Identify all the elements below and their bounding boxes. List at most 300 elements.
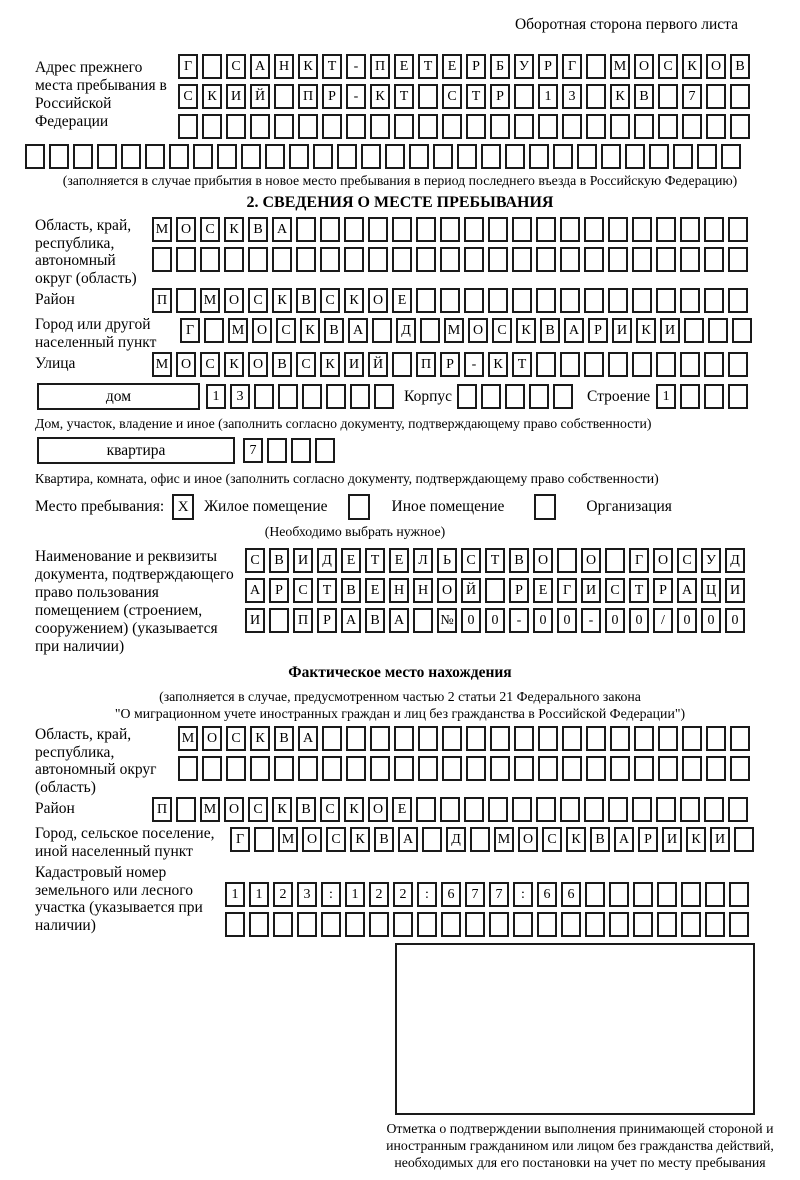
form-cell[interactable] — [254, 827, 274, 852]
form-cell[interactable]: Й — [461, 578, 481, 603]
form-cell[interactable]: 0 — [533, 608, 553, 633]
form-cell[interactable]: К — [370, 84, 390, 109]
form-cell[interactable] — [485, 578, 505, 603]
form-cell[interactable]: А — [348, 318, 368, 343]
form-cell[interactable] — [513, 912, 533, 937]
form-cell[interactable] — [584, 288, 604, 313]
form-cell[interactable]: О — [368, 288, 388, 313]
form-cell[interactable]: В — [509, 548, 529, 573]
form-cell[interactable] — [728, 247, 748, 272]
form-cell[interactable]: Г — [629, 548, 649, 573]
form-cell[interactable]: И — [245, 608, 265, 633]
form-cell[interactable] — [634, 726, 654, 751]
form-cell[interactable]: 6 — [561, 882, 581, 907]
form-cell[interactable]: В — [341, 578, 361, 603]
form-cell[interactable]: И — [344, 352, 364, 377]
form-cell[interactable]: С — [296, 352, 316, 377]
form-cell[interactable]: В — [269, 548, 289, 573]
form-cell[interactable] — [514, 726, 534, 751]
form-cell[interactable]: Е — [341, 548, 361, 573]
form-cell[interactable] — [680, 352, 700, 377]
form-cell[interactable] — [269, 608, 289, 633]
form-cell[interactable]: В — [296, 797, 316, 822]
form-cell[interactable]: 0 — [701, 608, 721, 633]
form-cell[interactable] — [176, 288, 196, 313]
form-cell[interactable] — [697, 144, 717, 169]
form-cell[interactable]: В — [365, 608, 385, 633]
form-cell[interactable] — [370, 114, 390, 139]
form-cell[interactable] — [562, 756, 582, 781]
form-cell[interactable] — [634, 114, 654, 139]
form-cell[interactable] — [632, 217, 652, 242]
form-cell[interactable] — [608, 217, 628, 242]
form-cell[interactable]: 2 — [393, 882, 413, 907]
form-cell[interactable] — [658, 84, 678, 109]
form-cell[interactable] — [673, 144, 693, 169]
form-cell[interactable] — [250, 756, 270, 781]
form-cell[interactable]: 1 — [225, 882, 245, 907]
form-cell[interactable] — [361, 144, 381, 169]
form-cell[interactable] — [656, 217, 676, 242]
form-cell[interactable] — [457, 144, 477, 169]
form-cell[interactable] — [368, 247, 388, 272]
form-cell[interactable]: 2 — [369, 882, 389, 907]
form-cell[interactable]: В — [634, 84, 654, 109]
form-cell[interactable]: А — [614, 827, 634, 852]
form-cell[interactable]: О — [368, 797, 388, 822]
form-cell[interactable] — [728, 384, 748, 409]
form-cell[interactable]: В — [248, 217, 268, 242]
form-cell[interactable]: О — [202, 726, 222, 751]
form-cell[interactable] — [584, 352, 604, 377]
form-cell[interactable] — [291, 438, 311, 463]
form-cell[interactable]: О — [653, 548, 673, 573]
form-cell[interactable] — [512, 797, 532, 822]
form-cell[interactable] — [418, 756, 438, 781]
form-cell[interactable]: К — [300, 318, 320, 343]
form-cell[interactable]: - — [346, 84, 366, 109]
form-cell[interactable]: 0 — [677, 608, 697, 633]
form-cell[interactable]: 6 — [537, 882, 557, 907]
form-cell[interactable] — [560, 247, 580, 272]
form-cell[interactable] — [372, 318, 392, 343]
form-cell[interactable] — [608, 247, 628, 272]
form-cell[interactable] — [634, 756, 654, 781]
form-cell[interactable] — [608, 352, 628, 377]
form-cell[interactable] — [320, 217, 340, 242]
form-cell[interactable] — [610, 726, 630, 751]
form-cell[interactable] — [681, 912, 701, 937]
form-cell[interactable] — [632, 797, 652, 822]
form-cell[interactable] — [298, 114, 318, 139]
form-cell[interactable]: М — [228, 318, 248, 343]
form-cell[interactable] — [178, 114, 198, 139]
form-cell[interactable] — [586, 756, 606, 781]
form-cell[interactable] — [226, 756, 246, 781]
form-cell[interactable]: К — [636, 318, 656, 343]
form-cell[interactable]: О — [252, 318, 272, 343]
form-cell[interactable] — [706, 756, 726, 781]
form-cell[interactable]: К — [350, 827, 370, 852]
checkbox-other-premises[interactable] — [348, 494, 370, 520]
form-cell[interactable] — [296, 247, 316, 272]
form-cell[interactable]: И — [660, 318, 680, 343]
form-cell[interactable]: П — [416, 352, 436, 377]
form-cell[interactable]: М — [444, 318, 464, 343]
form-cell[interactable] — [488, 797, 508, 822]
form-cell[interactable] — [538, 726, 558, 751]
form-cell[interactable] — [442, 756, 462, 781]
form-cell[interactable]: Р — [440, 352, 460, 377]
form-cell[interactable]: О — [437, 578, 457, 603]
form-cell[interactable]: 2 — [273, 882, 293, 907]
form-cell[interactable]: Е — [392, 797, 412, 822]
form-cell[interactable]: О — [518, 827, 538, 852]
form-cell[interactable] — [625, 144, 645, 169]
form-cell[interactable] — [322, 114, 342, 139]
form-cell[interactable] — [442, 114, 462, 139]
form-cell[interactable] — [512, 288, 532, 313]
form-cell[interactable] — [385, 144, 405, 169]
form-cell[interactable]: С — [226, 54, 246, 79]
form-cell[interactable]: И — [293, 548, 313, 573]
form-cell[interactable]: Д — [446, 827, 466, 852]
form-cell[interactable]: С — [461, 548, 481, 573]
form-cell[interactable]: 0 — [461, 608, 481, 633]
form-cell[interactable]: Е — [392, 288, 412, 313]
form-cell[interactable] — [254, 384, 274, 409]
form-cell[interactable] — [481, 384, 501, 409]
form-cell[interactable]: А — [272, 217, 292, 242]
form-cell[interactable]: : — [417, 882, 437, 907]
form-cell[interactable] — [557, 548, 577, 573]
form-cell[interactable] — [536, 288, 556, 313]
form-cell[interactable]: Н — [413, 578, 433, 603]
form-cell[interactable] — [585, 882, 605, 907]
form-cell[interactable] — [705, 882, 725, 907]
form-cell[interactable] — [274, 114, 294, 139]
form-cell[interactable] — [296, 217, 316, 242]
form-cell[interactable]: И — [710, 827, 730, 852]
form-cell[interactable]: К — [202, 84, 222, 109]
form-cell[interactable] — [169, 144, 189, 169]
form-cell[interactable]: - — [581, 608, 601, 633]
form-cell[interactable]: Р — [490, 84, 510, 109]
form-cell[interactable] — [337, 144, 357, 169]
form-cell[interactable]: Т — [485, 548, 505, 573]
form-cell[interactable] — [464, 797, 484, 822]
form-cell[interactable]: О — [533, 548, 553, 573]
form-cell[interactable]: С — [492, 318, 512, 343]
form-cell[interactable]: К — [516, 318, 536, 343]
form-cell[interactable] — [682, 114, 702, 139]
form-cell[interactable]: О — [581, 548, 601, 573]
form-cell[interactable] — [608, 288, 628, 313]
form-cell[interactable] — [562, 114, 582, 139]
form-cell[interactable]: П — [293, 608, 313, 633]
form-cell[interactable]: К — [344, 288, 364, 313]
form-cell[interactable] — [682, 726, 702, 751]
form-cell[interactable]: О — [302, 827, 322, 852]
form-cell[interactable] — [560, 217, 580, 242]
form-cell[interactable] — [368, 217, 388, 242]
form-cell[interactable]: К — [682, 54, 702, 79]
form-cell[interactable]: Й — [250, 84, 270, 109]
form-cell[interactable]: П — [298, 84, 318, 109]
form-cell[interactable]: К — [272, 797, 292, 822]
form-cell[interactable] — [346, 726, 366, 751]
form-cell[interactable]: 3 — [297, 882, 317, 907]
form-cell[interactable]: С — [226, 726, 246, 751]
form-cell[interactable] — [49, 144, 69, 169]
form-cell[interactable] — [553, 144, 573, 169]
form-cell[interactable] — [658, 756, 678, 781]
form-cell[interactable]: Р — [317, 608, 337, 633]
apartment-box[interactable]: квартира — [37, 437, 235, 464]
form-cell[interactable] — [682, 756, 702, 781]
form-cell[interactable]: М — [610, 54, 630, 79]
form-cell[interactable] — [512, 217, 532, 242]
form-cell[interactable]: О — [224, 797, 244, 822]
form-cell[interactable] — [562, 726, 582, 751]
form-cell[interactable]: О — [706, 54, 726, 79]
form-cell[interactable]: С — [200, 352, 220, 377]
form-cell[interactable]: Л — [413, 548, 433, 573]
form-cell[interactable] — [226, 114, 246, 139]
form-cell[interactable] — [416, 217, 436, 242]
form-cell[interactable]: А — [245, 578, 265, 603]
form-cell[interactable] — [413, 608, 433, 633]
form-cell[interactable] — [609, 882, 629, 907]
form-cell[interactable] — [553, 384, 573, 409]
form-cell[interactable] — [392, 247, 412, 272]
form-cell[interactable] — [706, 726, 726, 751]
form-cell[interactable]: В — [540, 318, 560, 343]
form-cell[interactable] — [538, 114, 558, 139]
form-cell[interactable] — [728, 288, 748, 313]
form-cell[interactable] — [409, 144, 429, 169]
house-box[interactable]: дом — [37, 383, 200, 410]
form-cell[interactable] — [704, 217, 724, 242]
form-cell[interactable] — [420, 318, 440, 343]
form-cell[interactable]: С — [326, 827, 346, 852]
form-cell[interactable] — [272, 247, 292, 272]
form-cell[interactable] — [684, 318, 704, 343]
form-cell[interactable]: И — [612, 318, 632, 343]
form-cell[interactable] — [505, 144, 525, 169]
form-cell[interactable]: С — [293, 578, 313, 603]
form-cell[interactable]: Т — [466, 84, 486, 109]
form-cell[interactable]: Т — [365, 548, 385, 573]
form-cell[interactable] — [490, 114, 510, 139]
form-cell[interactable] — [315, 438, 335, 463]
form-cell[interactable] — [433, 144, 453, 169]
form-cell[interactable]: М — [178, 726, 198, 751]
form-cell[interactable] — [537, 912, 557, 937]
form-cell[interactable]: М — [152, 217, 172, 242]
form-cell[interactable] — [536, 247, 556, 272]
form-cell[interactable] — [488, 217, 508, 242]
form-cell[interactable] — [529, 144, 549, 169]
form-cell[interactable] — [457, 384, 477, 409]
form-cell[interactable]: М — [200, 797, 220, 822]
form-cell[interactable] — [488, 288, 508, 313]
form-cell[interactable] — [657, 882, 677, 907]
form-cell[interactable] — [224, 247, 244, 272]
form-cell[interactable]: 1 — [249, 882, 269, 907]
form-cell[interactable] — [514, 756, 534, 781]
form-cell[interactable] — [278, 384, 298, 409]
form-cell[interactable] — [656, 247, 676, 272]
form-cell[interactable] — [465, 912, 485, 937]
form-cell[interactable] — [393, 912, 413, 937]
form-cell[interactable] — [514, 84, 534, 109]
form-cell[interactable]: А — [298, 726, 318, 751]
form-cell[interactable]: 0 — [605, 608, 625, 633]
form-cell[interactable]: С — [542, 827, 562, 852]
form-cell[interactable] — [632, 247, 652, 272]
form-cell[interactable]: С — [248, 797, 268, 822]
form-cell[interactable]: : — [321, 882, 341, 907]
form-cell[interactable]: 6 — [441, 882, 461, 907]
form-cell[interactable]: 3 — [230, 384, 250, 409]
checkbox-organization[interactable] — [534, 494, 556, 520]
form-cell[interactable] — [680, 288, 700, 313]
form-cell[interactable]: К — [344, 797, 364, 822]
form-cell[interactable] — [392, 352, 412, 377]
form-cell[interactable] — [248, 247, 268, 272]
form-cell[interactable] — [706, 84, 726, 109]
form-cell[interactable] — [345, 912, 365, 937]
form-cell[interactable] — [536, 217, 556, 242]
form-cell[interactable]: В — [590, 827, 610, 852]
form-cell[interactable] — [704, 384, 724, 409]
form-cell[interactable]: Г — [562, 54, 582, 79]
form-cell[interactable] — [346, 756, 366, 781]
form-cell[interactable] — [633, 882, 653, 907]
form-cell[interactable] — [512, 247, 532, 272]
form-cell[interactable] — [217, 144, 237, 169]
form-cell[interactable]: С — [276, 318, 296, 343]
form-cell[interactable] — [392, 217, 412, 242]
form-cell[interactable] — [658, 726, 678, 751]
form-cell[interactable]: И — [226, 84, 246, 109]
form-cell[interactable]: К — [298, 54, 318, 79]
form-cell[interactable]: А — [341, 608, 361, 633]
form-cell[interactable] — [732, 318, 752, 343]
form-cell[interactable]: И — [725, 578, 745, 603]
form-cell[interactable] — [464, 217, 484, 242]
form-cell[interactable] — [297, 912, 317, 937]
form-cell[interactable]: С — [320, 797, 340, 822]
form-cell[interactable]: Ь — [437, 548, 457, 573]
form-cell[interactable]: 1 — [656, 384, 676, 409]
form-cell[interactable] — [489, 912, 509, 937]
form-cell[interactable] — [202, 114, 222, 139]
form-cell[interactable] — [734, 827, 754, 852]
form-cell[interactable] — [152, 247, 172, 272]
form-cell[interactable] — [464, 288, 484, 313]
form-cell[interactable]: Р — [269, 578, 289, 603]
form-cell[interactable]: / — [653, 608, 673, 633]
form-cell[interactable]: 0 — [557, 608, 577, 633]
form-cell[interactable]: 7 — [465, 882, 485, 907]
form-cell[interactable] — [601, 144, 621, 169]
form-cell[interactable]: Г — [180, 318, 200, 343]
form-cell[interactable] — [374, 384, 394, 409]
form-cell[interactable]: П — [152, 797, 172, 822]
form-cell[interactable] — [561, 912, 581, 937]
form-cell[interactable] — [730, 114, 750, 139]
form-cell[interactable]: Р — [638, 827, 658, 852]
form-cell[interactable] — [730, 84, 750, 109]
form-cell[interactable]: 0 — [485, 608, 505, 633]
form-cell[interactable]: О — [468, 318, 488, 343]
form-cell[interactable] — [145, 144, 165, 169]
form-cell[interactable] — [610, 756, 630, 781]
form-cell[interactable]: С — [677, 548, 697, 573]
form-cell[interactable] — [322, 756, 342, 781]
form-cell[interactable] — [350, 384, 370, 409]
form-cell[interactable]: К — [686, 827, 706, 852]
form-cell[interactable]: - — [464, 352, 484, 377]
form-cell[interactable] — [416, 288, 436, 313]
form-cell[interactable] — [418, 114, 438, 139]
form-cell[interactable]: П — [370, 54, 390, 79]
form-cell[interactable]: С — [248, 288, 268, 313]
form-cell[interactable]: 7 — [489, 882, 509, 907]
form-cell[interactable] — [225, 912, 245, 937]
form-cell[interactable]: 0 — [629, 608, 649, 633]
form-cell[interactable] — [346, 114, 366, 139]
form-cell[interactable]: Е — [389, 548, 409, 573]
form-cell[interactable] — [344, 247, 364, 272]
form-cell[interactable] — [440, 288, 460, 313]
form-cell[interactable]: А — [398, 827, 418, 852]
form-cell[interactable]: И — [581, 578, 601, 603]
form-cell[interactable]: 1 — [206, 384, 226, 409]
form-cell[interactable] — [658, 114, 678, 139]
form-cell[interactable]: Т — [317, 578, 337, 603]
form-cell[interactable]: П — [152, 288, 172, 313]
form-cell[interactable] — [560, 797, 580, 822]
form-cell[interactable] — [204, 318, 224, 343]
form-cell[interactable] — [440, 797, 460, 822]
form-cell[interactable] — [704, 797, 724, 822]
form-cell[interactable] — [704, 352, 724, 377]
form-cell[interactable] — [536, 352, 556, 377]
form-cell[interactable] — [442, 726, 462, 751]
form-cell[interactable] — [193, 144, 213, 169]
form-cell[interactable]: В — [374, 827, 394, 852]
form-cell[interactable] — [680, 217, 700, 242]
form-cell[interactable]: Е — [365, 578, 385, 603]
form-cell[interactable] — [313, 144, 333, 169]
form-cell[interactable] — [394, 726, 414, 751]
form-cell[interactable]: Г — [230, 827, 250, 852]
form-cell[interactable] — [298, 756, 318, 781]
form-cell[interactable] — [728, 797, 748, 822]
form-cell[interactable] — [514, 114, 534, 139]
form-cell[interactable]: 7 — [243, 438, 263, 463]
form-cell[interactable] — [656, 288, 676, 313]
form-cell[interactable] — [440, 247, 460, 272]
form-cell[interactable] — [265, 144, 285, 169]
form-cell[interactable]: Р — [653, 578, 673, 603]
form-cell[interactable] — [422, 827, 442, 852]
form-cell[interactable] — [584, 247, 604, 272]
form-cell[interactable] — [649, 144, 669, 169]
